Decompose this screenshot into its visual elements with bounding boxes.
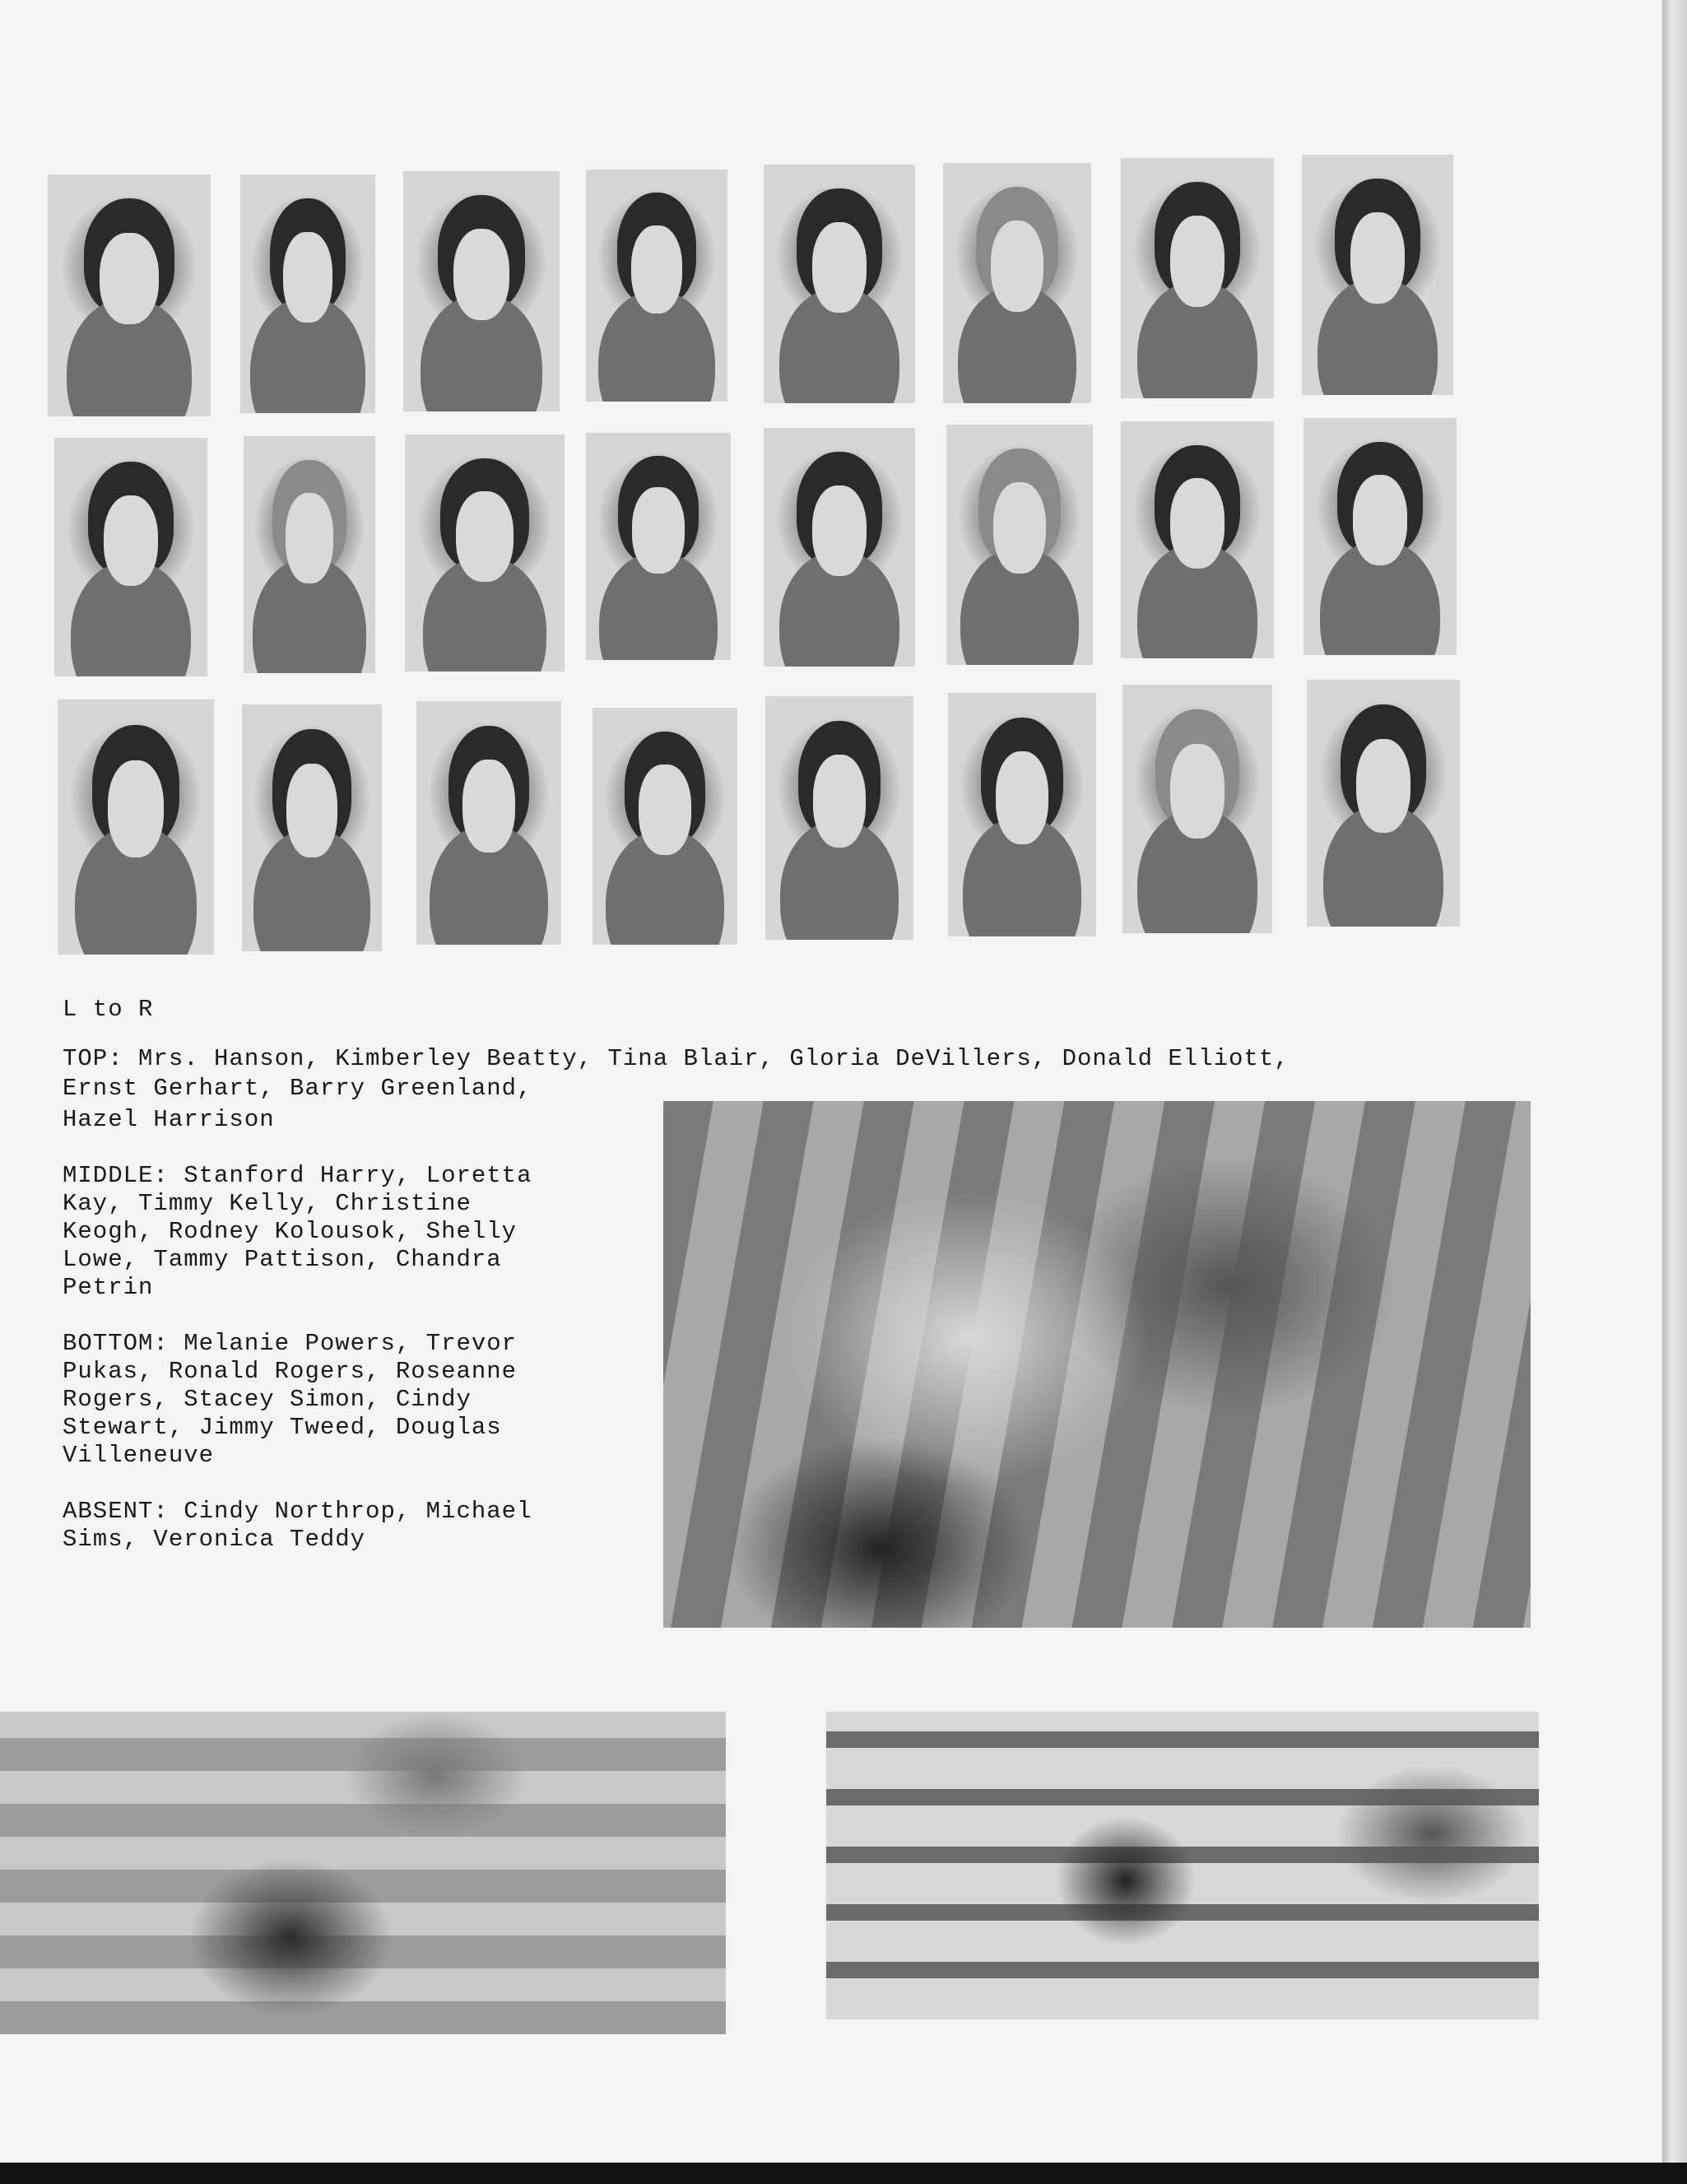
portrait-middle-1	[54, 438, 207, 676]
portrait-bottom-7	[1122, 685, 1272, 933]
portrait-middle-3	[405, 434, 565, 671]
caption-top-line-3: Hazel Harrison	[63, 1106, 275, 1133]
portrait-bottom-3	[416, 701, 561, 945]
portrait-top-3	[403, 171, 560, 411]
scan-border-bottom	[0, 2163, 1687, 2184]
portrait-bottom-6	[948, 693, 1096, 936]
candid-photo-student-at-desk	[0, 1712, 726, 2034]
caption-bottom: BOTTOM: Melanie Powers, Trevor Pukas, Ronald Rogers, Roseanne Rogers, Stacey Simon, Cindy Stewart, Jimmy Tweed, Douglas Villeneuve	[63, 1330, 518, 1469]
portrait-top-1	[48, 174, 211, 416]
portrait-top-5	[764, 165, 915, 403]
portrait-bottom-5	[765, 696, 913, 940]
portrait-top-6	[943, 163, 1091, 403]
portrait-bottom-2	[242, 704, 382, 951]
portrait-middle-5	[764, 428, 915, 667]
caption-direction: L to R	[63, 996, 154, 1023]
portrait-bottom-4	[593, 708, 737, 945]
portrait-top-4	[586, 170, 727, 402]
caption-absent: ABSENT: Cindy Northrop, Michael Sims, Veronica Teddy	[63, 1498, 532, 1553]
portrait-middle-4	[586, 433, 731, 660]
portrait-top-8	[1302, 155, 1453, 395]
candid-photo-boy-in-classroom	[826, 1712, 1539, 2019]
portrait-middle-2	[244, 436, 375, 673]
page-edge	[1662, 0, 1687, 2184]
portrait-top-7	[1121, 158, 1274, 398]
portrait-middle-6	[946, 425, 1093, 665]
candid-photo-students-listening	[663, 1101, 1531, 1628]
caption-top-line: TOP: Mrs. Hanson, Kimberley Beatty, Tina Blair, Gloria DeVillers, Donald Elliott,	[63, 1045, 1290, 1072]
portrait-bottom-1	[58, 699, 214, 955]
caption-middle: MIDDLE: Stanford Harry, Loretta Kay, Timmy Kelly, Christine Keogh, Rodney Kolousok, Shelly Lowe, Tammy Pattison, Chandra Petrin	[63, 1162, 532, 1301]
portrait-top-2	[240, 174, 375, 413]
caption-top-line-2: Ernst Gerhart, Barry Greenland,	[63, 1075, 532, 1102]
portrait-bottom-8	[1307, 680, 1460, 927]
portrait-middle-7	[1121, 421, 1274, 658]
portrait-middle-8	[1304, 418, 1457, 655]
